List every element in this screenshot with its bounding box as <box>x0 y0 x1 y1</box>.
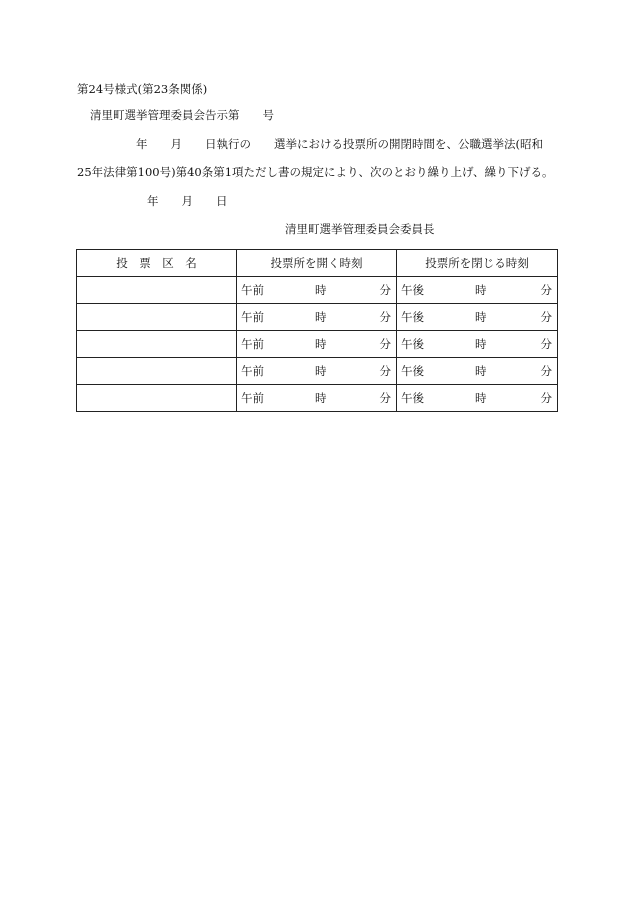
minute-label: 分 <box>540 283 552 297</box>
minute-label: 分 <box>540 391 552 405</box>
table-row <box>77 385 558 412</box>
minute-label: 分 <box>540 364 552 378</box>
minute-label: 分 <box>540 310 552 324</box>
ampm-label: 午前 <box>241 337 264 351</box>
open-time-cell <box>237 277 397 304</box>
notice-number: 清里町選挙管理委員会告示第 号 <box>90 108 274 122</box>
form-number: 第24号様式(第23条関係) <box>77 82 208 96</box>
ampm-label: 午前 <box>241 310 264 324</box>
district-cell <box>77 304 237 331</box>
minute-label: 分 <box>379 391 391 405</box>
minute-label: 分 <box>379 310 391 324</box>
minute-label: 分 <box>379 364 391 378</box>
ampm-label: 午前 <box>241 364 264 378</box>
polling-hours-table <box>76 249 558 412</box>
district-cell <box>77 358 237 385</box>
hour-label: 時 <box>315 337 327 351</box>
ampm-label: 午後 <box>401 364 424 378</box>
ampm-label: 午後 <box>401 283 424 297</box>
ampm-label: 午後 <box>401 391 424 405</box>
table-row <box>77 358 558 385</box>
close-time-cell <box>397 331 558 358</box>
header-close-time: 投票所を閉じる時刻 <box>397 250 558 277</box>
hour-label: 時 <box>475 310 487 324</box>
open-time-cell <box>237 385 397 412</box>
signatory: 清里町選挙管理委員会委員長 <box>285 222 435 236</box>
close-time-cell <box>397 277 558 304</box>
minute-label: 分 <box>379 283 391 297</box>
notice-body-line-1: 年 月 日執行の 選挙における投票所の開閉時間を、公職選挙法(昭和 <box>136 137 543 151</box>
date-line: 年 月 日 <box>147 194 228 208</box>
district-cell <box>77 277 237 304</box>
hour-label: 時 <box>475 337 487 351</box>
notice-body-line-2: 25年法律第100号)第40条第1項ただし書の規定により、次のとおり繰り上げ、繰り下げる。 <box>77 165 554 179</box>
hour-label: 時 <box>315 391 327 405</box>
district-cell <box>77 331 237 358</box>
hour-label: 時 <box>315 283 327 297</box>
minute-label: 分 <box>540 337 552 351</box>
open-time-cell <box>237 331 397 358</box>
close-time-cell <box>397 358 558 385</box>
open-time-cell <box>237 358 397 385</box>
header-district: 投 票 区 名 <box>77 250 237 277</box>
ampm-label: 午後 <box>401 337 424 351</box>
table-row <box>77 304 558 331</box>
hour-label: 時 <box>315 310 327 324</box>
open-time-cell <box>237 304 397 331</box>
ampm-label: 午後 <box>401 310 424 324</box>
district-cell <box>77 385 237 412</box>
table-header-row <box>77 250 558 277</box>
table-row <box>77 331 558 358</box>
hour-label: 時 <box>315 364 327 378</box>
header-open-time: 投票所を開く時刻 <box>237 250 397 277</box>
table-row <box>77 277 558 304</box>
ampm-label: 午前 <box>241 283 264 297</box>
hour-label: 時 <box>475 391 487 405</box>
hour-label: 時 <box>475 364 487 378</box>
ampm-label: 午前 <box>241 391 264 405</box>
hour-label: 時 <box>475 283 487 297</box>
close-time-cell <box>397 385 558 412</box>
minute-label: 分 <box>379 337 391 351</box>
close-time-cell <box>397 304 558 331</box>
